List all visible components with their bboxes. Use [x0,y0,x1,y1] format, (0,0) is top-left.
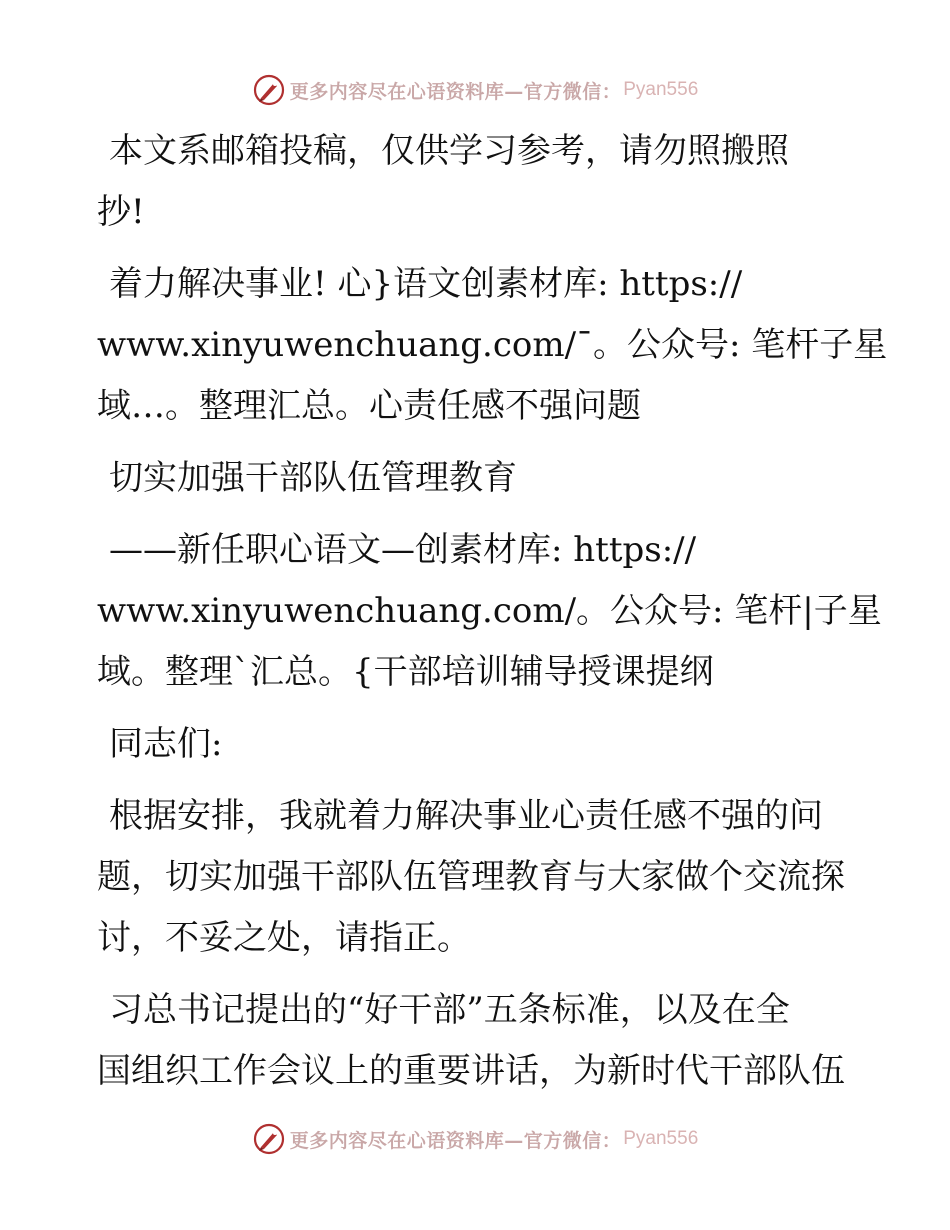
footer-wechat-id: Pyan556 [623,1128,699,1149]
text-line: 域。整理`汇总。{干部培训辅导授课提纲 [97,652,714,692]
text-line: www.xinyuwenchuang.com/。公众号: 笔杆|子星 [97,591,882,631]
paragraph-greeting [97,714,857,775]
text-line: 域…。整理汇总。心责任感不强问题 [97,386,641,426]
text-line: 同志们: [109,724,223,764]
paragraph-source-note-1 [97,254,888,437]
text-line: 国组织工作会议上的重要讲话，为新时代干部队伍 [97,1051,845,1091]
text-line: 抄! [97,192,145,232]
text-line: 根据安排，我就着力解决事业心责任感不强的问 [109,796,823,836]
text-line: 本文系邮箱投稿，仅供学习参考，请勿照搬照 [109,131,789,171]
text-line: 题，切实加强干部队伍管理教育与大家做个交流探 [97,857,845,897]
paragraph-title [97,448,857,509]
text-line: 习总书记提出的“好干部”五条标准，以及在全 [109,990,790,1030]
footer-promo-text: 更多内容尽在心语资料库—官方微信： [289,1129,622,1152]
text-line: 切实加强干部队伍管理教育 [109,458,517,498]
text-line: 着力解决事业! 心}语文创素材库: https:// [109,264,743,304]
pen-logo-icon [252,73,286,107]
pen-logo-icon [252,1122,286,1156]
paragraph-disclaimer [97,121,857,243]
header-promo-text: 更多内容尽在心语资料库—官方微信： [289,80,622,103]
paragraph-intro [97,786,857,969]
header-watermark-banner [0,70,950,110]
document-body [97,121,888,1113]
header-wechat-id: Pyan556 [623,79,699,100]
footer-watermark-banner [0,1119,950,1159]
paragraph-subtitle [97,520,882,703]
text-line: 讨，不妥之处，请指正。 [97,918,471,958]
paragraph-body [97,980,857,1102]
text-line: www.xinyuwenchuang.com/¯。公众号: 笔杆子星 [97,325,888,365]
text-line: ——新任职心语文—创素材库: https:// [109,530,697,570]
